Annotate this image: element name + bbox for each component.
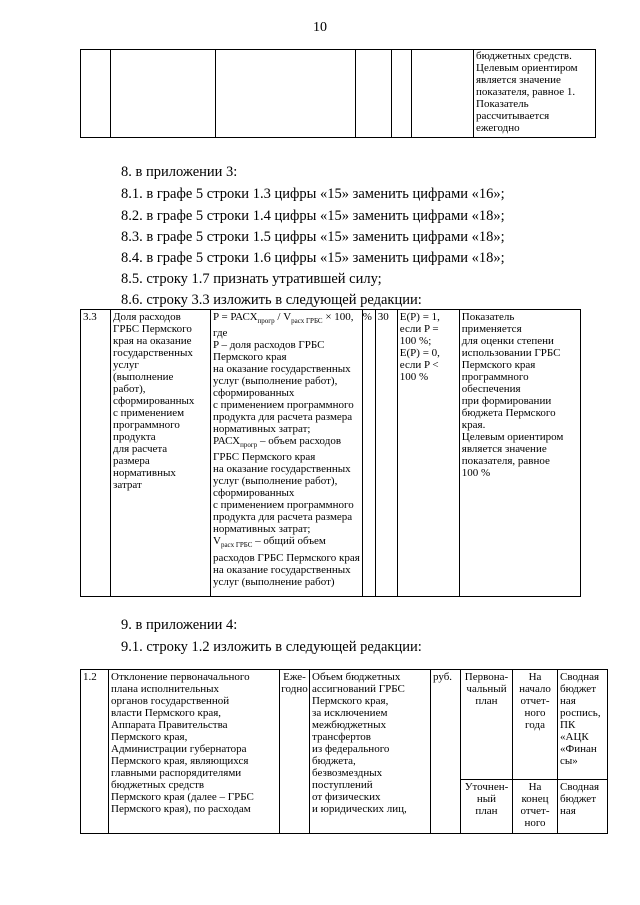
definition-cell (310, 670, 431, 834)
rasx-sub: прогр (240, 441, 258, 450)
v-main: V (213, 535, 221, 548)
source-line: Сводная (560, 781, 600, 793)
cell-empty (392, 50, 412, 138)
definition-line: за исключением (312, 707, 388, 719)
note-line: использовании ГРБС (461, 347, 561, 359)
formula-line: услуг (выполнение работ), (213, 375, 338, 388)
section8-heading: 8. в приложении 3: (121, 164, 238, 180)
formula-line: на оказание государственных (213, 463, 351, 476)
formula-line: P – доля расходов ГРБС (213, 339, 325, 352)
note-line: бюджета Пермского (461, 407, 556, 419)
time-line: конец (521, 793, 549, 805)
source-line: сы» (560, 755, 578, 767)
formula-line: нормативных затрат; (213, 423, 311, 436)
note-cell (459, 310, 580, 597)
section8-item: 8.3. в графе 5 строки 1.5 цифры «15» заменить цифрами «18»; (121, 229, 505, 245)
name-line: сформированных (113, 395, 195, 407)
note-line: Показатель (461, 311, 515, 323)
definition-line: трансфертов (312, 731, 371, 743)
formula-line: сформированных (213, 387, 295, 400)
time-line: На (528, 671, 542, 683)
note-line: при формировании (461, 395, 552, 407)
name-line: края на оказание (113, 335, 192, 347)
unit-cell: руб. (431, 670, 461, 834)
definition-line: ассигнований ГРБС (312, 683, 405, 695)
note-line: ежегодно (476, 122, 520, 134)
cell-empty (216, 50, 356, 138)
formula-where: где (213, 327, 228, 340)
section8-item: 8.4. в графе 5 строки 1.6 цифры «15» заменить цифрами «18»; (121, 250, 505, 266)
time-cell (513, 670, 558, 780)
plan-line: ный (476, 793, 497, 805)
source-line: ПК (560, 719, 576, 731)
source-cell (558, 670, 608, 780)
time-line: ного (524, 817, 546, 829)
name-line: продукта (113, 431, 156, 443)
name-line: затрат (113, 479, 142, 491)
note-line: рассчитывается (476, 110, 550, 122)
name-line: Администрации губернатора (111, 743, 247, 755)
eval-line: 100 % (399, 371, 429, 383)
time-line: отчет- (520, 805, 550, 817)
note-line: применяется (461, 323, 522, 335)
formula-main (213, 311, 360, 327)
name-line: власти Пермского края, (111, 707, 222, 719)
note-line: обеспечения (461, 383, 521, 395)
source-line: бюджет (560, 683, 596, 695)
name-line: плана исполнительных (111, 683, 220, 695)
formula-line: продукта для расчета размера (213, 411, 353, 424)
name-line: Отклонение первоначального (111, 671, 250, 683)
formula-line: Пермского края (213, 351, 287, 364)
cell-empty (356, 50, 392, 138)
definition-line: от физических (312, 791, 381, 803)
rasx-main: РАСХ (213, 435, 241, 448)
formula-div: / V (274, 311, 292, 323)
definition-line: межбюджетных (312, 719, 387, 731)
row-number: 3.3 (81, 310, 111, 597)
cell-empty (81, 50, 111, 138)
name-line: для расчета (113, 443, 168, 455)
indicator-name-cell (111, 310, 211, 597)
name-line: государственных (113, 347, 193, 359)
name-line: с применением (113, 407, 185, 419)
eval-line: если P = (399, 323, 439, 335)
source-line: Сводная (560, 671, 600, 683)
time-line: начало (519, 683, 551, 695)
name-line: главными распорядителями (111, 767, 242, 779)
formula-cell (211, 310, 363, 597)
source-line: «Финан (560, 743, 597, 755)
frequency-cell (280, 670, 310, 834)
note-line: показателя, равное 1. (476, 86, 576, 98)
eval-line: E(P) = 1, (399, 311, 440, 323)
eval-line: если P < (399, 359, 439, 371)
note-line: Целевым ориентиром (461, 431, 564, 443)
name-line: Пермского края), по расходам (111, 803, 251, 815)
name-line: Пермского края, (111, 731, 188, 743)
formula-line: на оказание государственных (213, 363, 351, 376)
v-rest: – общий объем (252, 535, 326, 548)
note-line: Целевым ориентиром (476, 62, 578, 74)
name-line: Пермского края, являющихся (111, 755, 249, 767)
formula-line: с применением программного (213, 499, 354, 512)
formula-line: сформированных (213, 487, 295, 500)
note-line: края. (461, 419, 486, 431)
time-line: На (528, 781, 542, 793)
formula-line: услуг (выполнение работ), (213, 475, 338, 488)
row-1-2-table (80, 669, 608, 834)
source-line: роспись, (560, 707, 601, 719)
note-line: 100 % (461, 467, 491, 479)
formula-line: продукта для расчета размера (213, 511, 353, 524)
formula-line: ГРБС Пермского края (213, 451, 316, 464)
frequency-line: Еже- (283, 671, 306, 683)
definition-line: из федерального (312, 743, 390, 755)
source-line: бюджет (560, 793, 596, 805)
source-cell (558, 780, 608, 834)
source-line: «АЦК (560, 731, 589, 743)
target-value-cell: 30 (375, 310, 397, 597)
plan-line: Первона- (464, 671, 509, 683)
plan-type-cell (461, 780, 513, 834)
name-line: программного (113, 419, 180, 431)
plan-type-cell (461, 670, 513, 780)
plan-line: план (475, 695, 498, 707)
name-line: Аппарата Правительства (111, 719, 228, 731)
page-number: 10 (313, 20, 327, 35)
formula-line: на оказание государственных (213, 563, 351, 576)
indicator-name-cell (109, 670, 280, 834)
definition-line: и юридических лиц, (312, 803, 407, 815)
note-line: программного (461, 371, 529, 383)
cell-empty (111, 50, 216, 138)
formula-v (213, 535, 360, 551)
note-line: является значение (461, 443, 547, 455)
note-line: Пермского края (461, 359, 536, 371)
formula-line: услуг (выполнение работ) (213, 575, 335, 588)
definition-line: поступлений (312, 779, 373, 791)
unit-cell: % (362, 310, 375, 597)
formula-tail: × 100, (322, 311, 354, 323)
name-line: размера (113, 455, 150, 467)
formula-sub: расх ГРБС (291, 317, 323, 326)
eval-line: E(P) = 0, (399, 347, 440, 359)
source-line: ная (560, 695, 576, 707)
evaluation-cell (397, 310, 459, 597)
formula-line: нормативных затрат; (213, 523, 311, 536)
time-line: ного (524, 707, 546, 719)
rasx-rest: – объем расходов (257, 435, 342, 448)
formula-rasx (213, 435, 360, 451)
time-line: отчет- (520, 695, 550, 707)
section8-item: 8.5. строку 1.7 признать утратившей силу; (121, 271, 382, 287)
note-cell (474, 50, 596, 138)
name-line: органов государственной (111, 695, 230, 707)
source-line: ная (560, 805, 576, 817)
formula-sub: прогр (257, 317, 275, 326)
formula-p: P = РАСХ (213, 311, 258, 323)
time-line: года (525, 719, 545, 731)
definition-line: безвозмездных (312, 767, 383, 779)
note-line: для оценки степени (461, 335, 554, 347)
name-line: нормативных (113, 467, 176, 479)
row-number: 1.2 (81, 670, 109, 834)
formula-line: с применением программного (213, 399, 354, 412)
definition-line: бюджета, (312, 755, 356, 767)
note-line: Показатель (476, 98, 529, 110)
section8-item: 8.1. в графе 5 строки 1.3 цифры «15» заменить цифрами «16»; (121, 186, 505, 202)
section8-item: 8.6. строку 3.3 изложить в следующей редакции: (121, 292, 422, 308)
row-3-3-table (80, 309, 581, 597)
name-line: Пермского края (далее – ГРБС (111, 791, 254, 803)
section9-heading: 9. в приложении 4: (121, 617, 238, 633)
name-line: бюджетных средств (111, 779, 205, 791)
section9-item: 9.1. строку 1.2 изложить в следующей редакции: (121, 639, 422, 655)
top-table-fragment (80, 49, 596, 138)
plan-line: Уточнен- (464, 781, 509, 793)
note-line: показателя, равное (461, 455, 550, 467)
name-line: услуг (113, 359, 139, 371)
frequency-line: годно (281, 683, 308, 695)
plan-line: план (475, 805, 498, 817)
v-sub: расх ГРБС (220, 541, 253, 550)
name-line: ГРБС Пермского (113, 323, 192, 335)
time-cell (513, 780, 558, 834)
cell-empty (412, 50, 474, 138)
plan-line: чальный (466, 683, 507, 695)
section8-item: 8.2. в графе 5 строки 1.4 цифры «15» заменить цифрами «18»; (121, 208, 505, 224)
note-line: бюджетных средств. (476, 50, 572, 62)
name-line: Доля расходов (113, 311, 181, 323)
eval-line: 100 %; (399, 335, 432, 347)
definition-line: Пермского края, (312, 695, 389, 707)
name-line: работ), (113, 383, 146, 395)
formula-line: расходов ГРБС Пермского края (213, 551, 360, 564)
definition-line: Объем бюджетных (312, 671, 401, 683)
name-line: (выполнение (113, 371, 174, 383)
note-line: является значение (476, 74, 561, 86)
